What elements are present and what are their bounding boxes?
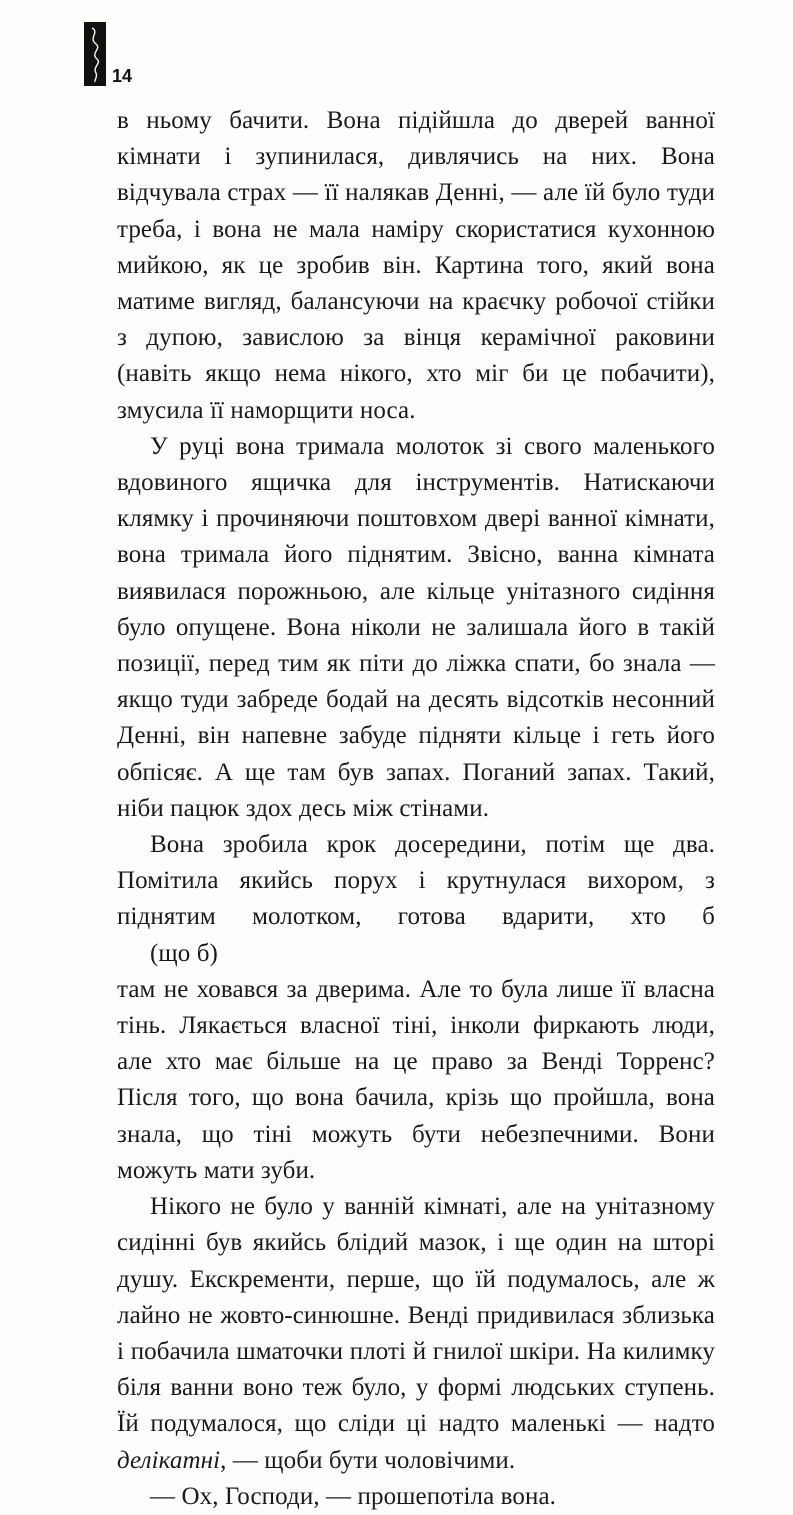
paragraph-2: У руці вона тримала молоток зі свого маленького вдовиного ящичка для інструментів. Натискаючи клямку і прочиняючи поштовхом двері ванної кімнати, вона тримала його піднятим. Звісно, ванна кімната виявилася порожньою, але кільце унітазного сидіння було опущене. Вона ніколи не залишала його в такій позиції, перед тим як піти до ліжка спати, бо знала — якщо туди забреде бодай на десять відсотків несонний Денні, він напевне забуде підняти кільце і геть його обпісяє. А ще там був запах. Поганий запах. Такий, ніби пацюк здох десь між стінами. xyxy=(117,432,715,822)
paragraph-7: — Ох, Господи, — прошепотіла вона. xyxy=(150,1482,557,1510)
paragraph-6-emphasis: делікатні xyxy=(117,1446,221,1474)
paragraph-3: Вона зробила крок досередини, потім ще два. Помітила якийсь порух і крутнулася вихором, з піднятим молотком, готова вдарити, хто б xyxy=(117,831,715,931)
paragraph-1: в ньому бачити. Вона підійшла до дверей ванної кімнати і зупинилася, дивлячись на них. Вона відчувала страх — її налякав Денні, — але їй було туди треба, і вона не мала наміру скористатися кухонною мийкою, як це зробив він. Картина того, який вона матиме вигляд, балансуючи на краєчку робочої стійки з дупою, завислою за вінця керамічної раковини (навіть якщо нема нікого, хто міг би це побачити), змусила її наморщити носа. xyxy=(117,107,715,424)
paragraph-4: (що б) xyxy=(150,939,218,967)
chapter-ornament-icon xyxy=(84,22,106,86)
page-number: 14 xyxy=(112,66,133,86)
body-text xyxy=(117,103,715,1515)
paragraph-6 xyxy=(117,1189,715,1479)
paragraph-6-text: Нікого не було у ванній кімнаті, але на унітазному сидінні був якийсь блідий мазок, і ще один на шторі душу. Екскременти, перше, що їй подумалось, але ж лайно не жовто-синюшне. Венді придивилася зблизька і побачила шматочки плоті й гнилої шкіри. На килимку біля ванни воно теж було, у формі людських ступень. Їй подумалося, що сліди ці надто маленькі — надто xyxy=(117,1193,715,1438)
page-header xyxy=(84,22,204,86)
ornament-swirl-icon xyxy=(84,22,106,86)
paragraph-6-end: , — щоби бути чоловічими. xyxy=(220,1446,516,1474)
paragraph-5: там не ховався за дверима. Але то була лише її власна тінь. Лякається власної тіні, інколи фиркають люди, але хто має більше на це право за Венді Торренс? Після того, що вона бачила, крізь що пройшла, вона знала, що тіні можуть бути небезпечними. Вони можуть мати зуби. xyxy=(117,975,715,1184)
